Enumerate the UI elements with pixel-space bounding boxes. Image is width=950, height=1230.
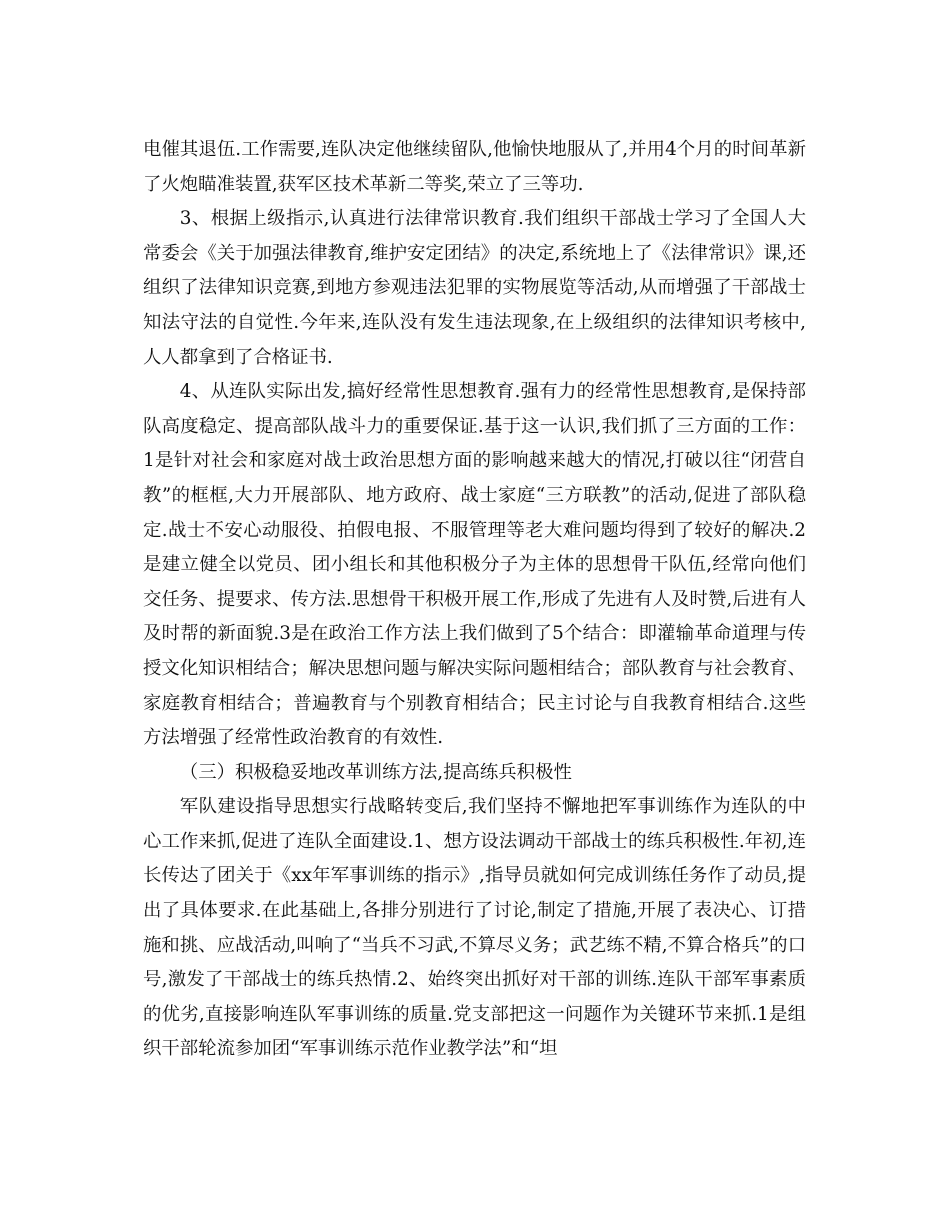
section-heading-training-reform: （三）积极稳妥地改革训练方法,提高练兵积极性 [179,761,572,783]
document-page [143,133,806,1067]
paragraph-military-training: 军队建设指导思想实行战略转变后,我们坚持不懈地把军事训练作为连队的中心工作来抓,促进了连队全面建设.1、想方设法调动干部战士的练兵积极性.年初,连长传达了团关于《xx年军事训练的指示》,指导员就如何完成训练任务作了动员,提出了具体要求.在此基础上,各排分别进行了讨论,制定了措施,开展了表决心、订措施和挑、应战活动,叫响了“当兵不习武,不算尽义务；武艺练不精,不算合格兵”的口号,激发了干部战士的练兵热情.2、始终突出抓好对干部的训练.连队干部军事素质的优劣,直接影响连队军事训练的质量.党支部把这一问题作为关键环节来抓.1是组织干部轮流参加团“军事训练示范作业教学法”和“坦 [143,796,806,1060]
paragraph-legal-education: 3、根据上级指示,认真进行法律常识教育.我们组织干部战士学习了全国人大常委会《关于加强法律教育,维护安定团结》的决定,系统地上了《法律常识》课,还组织了法律知识竞赛,到地方参观违法犯罪的实物展览等活动,从而增强了干部战士知法守法的自觉性.今年来,连队没有发生违法现象,在上级组织的法律知识考核中,人人都拿到了合格证书. [143,208,806,368]
paragraph-ideological-education: 4、从连队实际出发,搞好经常性思想教育.强有力的经常性思想教育,是保持部队高度稳定、提高部队战斗力的重要保证.基于这一认识,我们抓了三方面的工作：1是针对社会和家庭对战士政治思想方面的影响越来越大的情况,打破以往“闭营自教”的框框,大力开展部队、地方政府、战士家庭“三方联教”的活动,促进了部队稳定.战士不安心动服役、拍假电报、不服管理等老大难问题均得到了较好的解决.2是建立健全以党员、团小组长和其他积极分子为主体的思想骨干队伍,经常向他们交任务、提要求、传方法.思想骨干积极开展工作,形成了先进有人及时赞,后进有人及时帮的新面貌.3是在政治工作方法上我们做到了5个结合：即灌输革命道理与传授文化知识相结合；解决思想问题与解决实际问题相结合；部队教育与社会教育、家庭教育相结合；普遍教育与个别教育相结合；民主讨论与自我教育相结合.这些方法增强了经常性政治教育的有效性. [143,381,806,749]
paragraph-continuation: 电催其退伍.工作需要,连队决定他继续留队,他愉快地服从了,并用4个月的时间革新了火炮瞄准装置,获军区技术革新二等奖,荣立了三等功. [143,139,806,195]
